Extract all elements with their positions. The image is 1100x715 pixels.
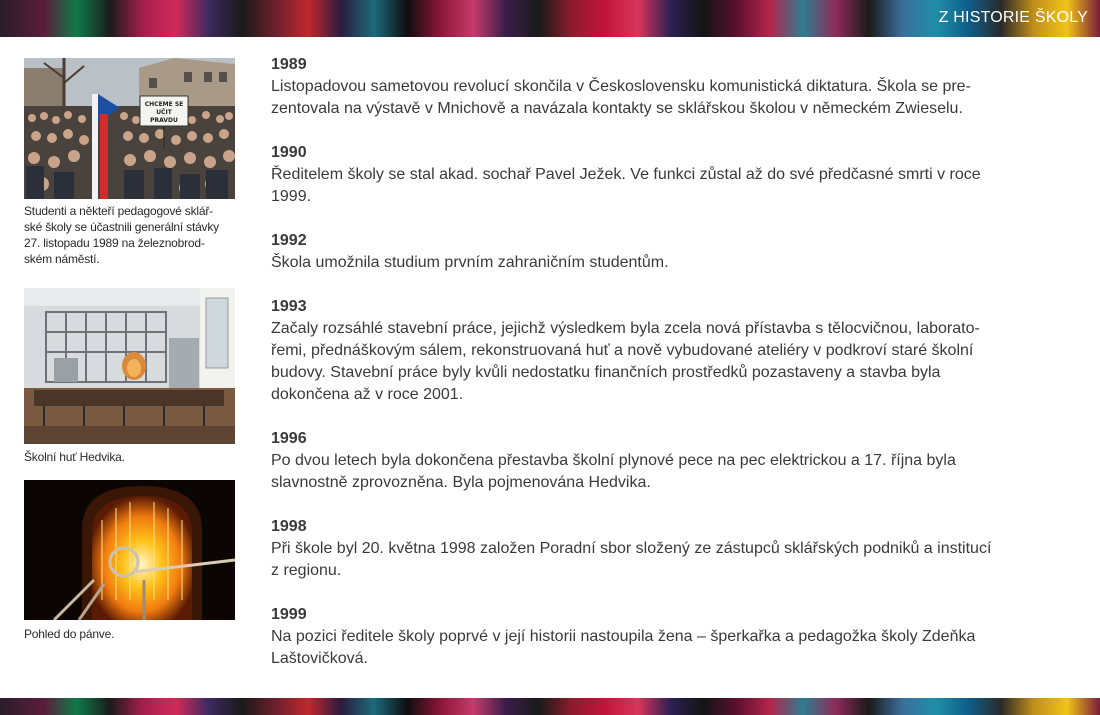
sign-text-line-2: UČIT <box>156 109 172 116</box>
caption-line: Školní huť Hedvika. <box>24 450 125 464</box>
entry-year: 1992 <box>271 232 307 249</box>
entry-text-line: Při škole byl 20. května 1998 založen Poradní sbor složený ze zástupců sklářských podniků a institucí <box>271 540 992 557</box>
timeline-entry <box>271 296 980 406</box>
entry-text-line: 1999. <box>271 188 312 205</box>
entry-text-line: Listopadovou sametovou revolucí skončila v Československu komunistická diktatura. Škola se pre- <box>271 78 971 95</box>
sign-text-line-3: PRAVDU <box>150 117 178 124</box>
entry-text-line: Začaly rozsáhlé stavební práce, jejichž výsledkem byla zcela nová přístavba s tělocvičnou, laborato- <box>271 320 980 337</box>
caption-furnace-view <box>24 626 235 642</box>
photo-demonstration-crowd <box>24 58 235 199</box>
timeline-entry <box>271 428 956 494</box>
caption-line: ském náměstí. <box>24 252 100 266</box>
photo-furnace-view <box>24 480 235 620</box>
entry-year: 1999 <box>271 606 307 623</box>
crowd-illustration <box>24 58 235 199</box>
caption-demonstration <box>24 203 235 267</box>
entry-text-line: budovy. Stavební práce byly kvůli nedostatku finančních prostředků pozastaveny a stavba byla <box>271 364 941 381</box>
footer-color-band <box>0 698 1100 715</box>
entry-text-line: slavnostně zprovozněna. Byla pojmenována Hedvika. <box>271 474 651 491</box>
sign-text-line-1: CHCEME SE <box>144 101 184 108</box>
entry-text-line: dokončena až v roce 2001. <box>271 386 464 403</box>
section-title: Z HISTORIE ŠKOLY <box>938 9 1088 26</box>
furnace-illustration <box>24 480 235 620</box>
timeline-entry <box>271 54 971 120</box>
entry-year: 1989 <box>271 56 307 73</box>
timeline-entry <box>271 230 669 274</box>
entry-year: 1990 <box>271 144 307 161</box>
entry-year: 1993 <box>271 298 307 315</box>
entry-text-line: řemi, přednáškovým sálem, rekonstruovaná huť a nově vybudované ateliéry v podkroví staré školní <box>271 342 974 359</box>
workshop-illustration <box>24 288 235 444</box>
caption-line: Pohled do pánve. <box>24 627 115 641</box>
entry-text-line: zentovala na výstavě v Mnichově a navázala kontakty se sklářskou školou v německém Zwieselu. <box>271 100 963 117</box>
entry-text-line: Na pozici ředitele školy poprvé v její historii nastoupila žena – šperkařka a pedagožka školy Zdeňka <box>271 628 976 645</box>
entry-text-line: Po dvou letech byla dokončena přestavba školní plynové pece na pec elektrickou a 17. října byla <box>271 452 956 469</box>
caption-line: Studenti a někteří pedagogové sklář- <box>24 204 213 218</box>
timeline-entry <box>271 516 991 582</box>
entry-text-line: Laštovičková. <box>271 650 368 667</box>
caption-school-glassworks <box>24 449 235 465</box>
caption-line: 27. listopadu 1989 na železnobrod- <box>24 236 205 250</box>
entry-year: 1996 <box>271 430 307 447</box>
timeline-entry <box>271 604 975 670</box>
entry-text-line: Škola umožnila studium prvním zahraničním studentům. <box>271 254 669 271</box>
header-color-band <box>0 0 1100 37</box>
entry-text-line: Ředitelem školy se stal akad. sochař Pavel Ježek. Ve funkci zůstal až do své předčasné smrti v roce <box>271 166 981 183</box>
timeline-entry <box>271 142 981 208</box>
caption-line: ské školy se účastnili generální stávky <box>24 220 219 234</box>
entry-year: 1998 <box>271 518 307 535</box>
entry-text-line: z regionu. <box>271 562 342 579</box>
photo-school-glassworks <box>24 288 235 444</box>
